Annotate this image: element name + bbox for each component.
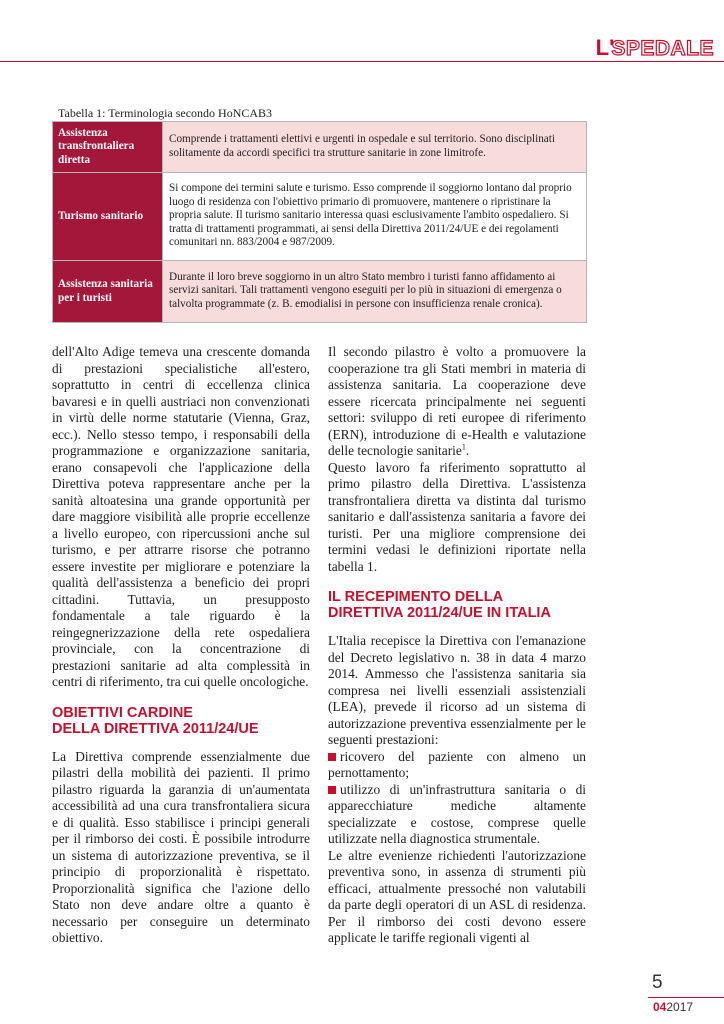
table-term: Assistenza transfrontaliera diretta: [53, 122, 163, 173]
bullet-item: [328, 782, 586, 848]
heading-line: IL RECEPIMENTO DELLA: [328, 589, 504, 605]
issue-number: 04: [653, 1000, 667, 1014]
table-row: [53, 173, 587, 261]
footnote-marker: 1: [461, 442, 466, 452]
table-caption: Tabella 1: Terminologia secondo HoNCAB3: [58, 106, 273, 120]
bullet-text: ricovero del paziente con almeno un pernottamento;: [328, 748, 586, 780]
table-term: Turismo sanitario: [53, 173, 163, 261]
bullet-item: [328, 749, 586, 782]
logo-bracket: L': [595, 35, 615, 60]
right-column: [328, 344, 586, 947]
table-definition: Si compone dei termini salute e turismo. Esso comprende il soggiorno lontano dal proprio luogo di residenza con l'obiettivo primario di promuovere, mantenere o ripristinare la propria salute. Il turismo sanitario interessa quasi esclusivamente l'ambito ospedaliero. Si tratta di trattamenti programmati, ai sensi della Direttiva 2011/24/UE e dei regolamenti comunitari nn. 883/2004 e 987/2009.: [163, 173, 587, 261]
paragraph-text: .: [465, 443, 470, 458]
heading-line: OBIETTIVI CARDINE: [52, 704, 193, 721]
paragraph-text: Il secondo pilastro è volto a promuovere la cooperazione tra gli Stati membri in materia di assistenza sanitaria. La cooperazione deve essere ricercata principalmente nei seguenti settori: sviluppo di reti europee di riferimento (ERN), introduzione di e-Health e valutazione delle tecnologie sanitarie: [328, 344, 586, 458]
issue-year: 2017: [666, 1000, 694, 1014]
table-row: [53, 261, 587, 323]
table-term: Assistenza sanitaria per i turisti: [53, 261, 163, 323]
square-bullet-icon: [328, 753, 336, 761]
bullet-text: utilizzo di un'infrastruttura sanitaria o di apparecchiature mediche altamente specializzate e costose, comprese quelle utilizzate nella diagnostica strumentale.: [328, 781, 586, 846]
body-paragraph: Questo lavoro fa riferimento soprattutto al primo pilastro della Direttiva. L'assistenza transfrontaliera diretta va distinta dal turismo sanitario e dall'assistenza sanitaria a favore dei turisti. Per una migliore comprensione dei termini vedasi le definizioni riportate nella tabella 1.: [328, 459, 586, 574]
heading-line: DIRETTIVA 2011/24/UE IN ITALIA: [328, 605, 551, 621]
body-paragraph: L'Italia recepisce la Direttiva con l'emanazione del Decreto legislativo n. 38 in data 4 marzo 2014. Ammesso che l'assistenza sanitaria sia compresa nei livelli essenziali assistenziali (LEA), prevede il ricorso ad un sistema di autorizzazione preventiva essenzialmente per le seguenti prestazioni:: [328, 633, 586, 747]
body-paragraph: [328, 344, 586, 460]
magazine-logo: [596, 36, 714, 60]
header-divider: [0, 61, 724, 62]
issue-label: [653, 1000, 693, 1014]
body-paragraph: Le altre evenienze richiedenti l'autorizzazione preventiva sono, in assenza di strumenti più efficaci, attualmente pressoché non valutabili da parte degli operatori di un ASL di residenza. Per il rimborso dei costi devono essere applicate le tariffe regionali vigenti al: [328, 847, 586, 945]
body-paragraph: dell'Alto Adige temeva una crescente domanda di prestazioni specialistiche all'estero, soprattutto in centri di eccellenza clinica bavaresi e in quelli austriaci non convenzionati in virtù delle norme statutarie (Vienna, Graz, ecc.). Nello stesso tempo, i responsabili della programmazione e organizzazione sanitaria, erano consapevoli che l'applicazione della Direttiva poteva rappresentare anche per la sanità altoatesina una grande opportunità per dare maggiore visibilità alle proprie eccellenze a livello europeo, con ripercussioni anche sul turismo, e per attrarre risorse che potranno essere investite per migliorare e potenziare la qualità dell'assistenza a beneficio dei propri cittadini. Tuttavia, un presupposto fondamentale a tale riguardo è la reingegnerizzazione della rete ospedaliera provinciale, con la concentrazione di prestazioni sanitarie ad alta complessità in centri di riferimento, tra cui quelle oncologiche.: [52, 344, 310, 689]
table-definition: Durante il loro breve soggiorno in un altro Stato membro i turisti fanno affidamento ai servizi sanitari. Tali trattamenti vengono eseguiti per lo più in situazioni di emergenza o talvolta programmate (z. B. emodialisi in persone con insufficienza renale cronica).: [163, 261, 587, 323]
logo-word: SPEDALE: [611, 36, 714, 60]
footer-divider: [648, 997, 724, 998]
left-column: [52, 344, 310, 947]
terminology-table: [52, 121, 587, 323]
table-definition: Comprende i trattamenti elettivi e urgenti in ospedale e sul territorio. Sono disciplinati solitamente da accordi specifici tra strutture sanitarie in zone limitrofe.: [163, 122, 587, 173]
page-number: 5: [652, 972, 663, 993]
body-paragraph: La Direttiva comprende essenzialmente due pilastri della mobilità dei pazienti. Il primo pilastro riguarda la garanzia di un'aumentata accessibilità ad una cura transfrontaliera sicura e di qualità. Esso stabilisce i principi generali per il rimborso dei costi. È possibile introdurre un sistema di autorizzazione preventiva, se il principio di proporzionalità è rispettato. Proporzionalità significa che l'azione dello Stato non deve andare oltre a quanto è necessario per conseguire un determinato obiettivo.: [52, 748, 310, 945]
section-heading: [328, 589, 586, 621]
heading-line: DELLA DIRETTIVA 2011/24/UE: [52, 720, 259, 737]
square-bullet-icon: [328, 786, 336, 794]
section-heading: [52, 705, 310, 737]
table-row: [53, 122, 587, 173]
